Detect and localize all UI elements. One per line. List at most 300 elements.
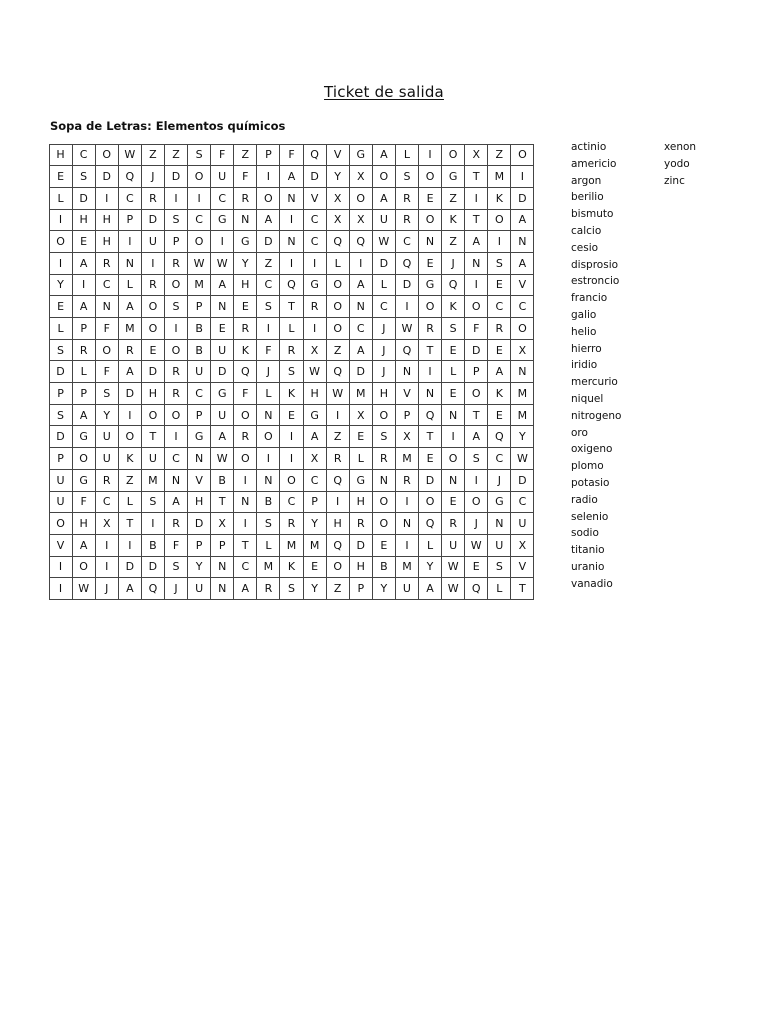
grid-cell: F	[465, 318, 488, 340]
grid-cell: F	[72, 491, 95, 513]
grid-cell: D	[141, 209, 164, 231]
grid-cell: I	[395, 296, 418, 318]
grid-cell: E	[349, 426, 372, 448]
grid-cell: C	[164, 448, 187, 470]
grid-cell: Q	[326, 231, 349, 253]
grid-cell: V	[49, 534, 72, 556]
grid-cell: G	[72, 426, 95, 448]
grid-cell: K	[234, 339, 257, 361]
grid-row	[49, 404, 534, 426]
grid-cell: W	[442, 556, 465, 578]
grid-cell: A	[118, 296, 141, 318]
grid-cell: R	[488, 318, 511, 340]
grid-row	[49, 274, 534, 296]
grid-cell: D	[372, 252, 395, 274]
grid-cell: Z	[326, 339, 349, 361]
grid-cell: M	[488, 166, 511, 188]
grid-cell: R	[280, 513, 303, 535]
grid-row	[49, 513, 534, 535]
grid-cell: C	[211, 187, 234, 209]
grid-cell: I	[72, 274, 95, 296]
grid-cell: R	[234, 426, 257, 448]
grid-cell: A	[303, 426, 326, 448]
grid-cell: D	[395, 274, 418, 296]
grid-cell: L	[257, 383, 280, 405]
grid-cell: A	[234, 578, 257, 600]
grid-cell: U	[49, 469, 72, 491]
word-list-item: hierro	[571, 342, 602, 355]
grid-cell: I	[465, 187, 488, 209]
grid-cell: U	[188, 578, 211, 600]
grid-cell: W	[511, 448, 534, 470]
grid-cell: O	[419, 209, 442, 231]
grid-cell: A	[118, 578, 141, 600]
grid-cell: H	[188, 491, 211, 513]
grid-cell: D	[511, 469, 534, 491]
grid-cell: B	[188, 339, 211, 361]
grid-cell: N	[95, 296, 118, 318]
grid-row	[49, 209, 534, 231]
grid-cell: R	[395, 469, 418, 491]
grid-cell: U	[442, 534, 465, 556]
grid-cell: B	[188, 318, 211, 340]
grid-cell: A	[257, 209, 280, 231]
grid-cell: I	[211, 231, 234, 253]
word-list-item: xenon	[664, 141, 697, 153]
grid-cell: N	[465, 252, 488, 274]
grid-cell: K	[118, 448, 141, 470]
grid-cell: H	[349, 556, 372, 578]
grid-row	[49, 166, 534, 188]
grid-cell: X	[465, 144, 488, 166]
grid-cell: J	[442, 252, 465, 274]
grid-cell: M	[257, 556, 280, 578]
grid-cell: I	[419, 361, 442, 383]
grid-cell: S	[49, 404, 72, 426]
grid-cell: G	[349, 469, 372, 491]
grid-cell: T	[234, 534, 257, 556]
grid-cell: I	[257, 166, 280, 188]
grid-cell: E	[465, 556, 488, 578]
grid-cell: O	[188, 166, 211, 188]
grid-cell: O	[488, 209, 511, 231]
grid-cell: Q	[395, 252, 418, 274]
grid-row	[49, 383, 534, 405]
grid-cell: I	[442, 426, 465, 448]
grid-cell: O	[442, 144, 465, 166]
word-list-item: iridio	[571, 359, 598, 372]
grid-cell: N	[419, 383, 442, 405]
grid-cell: S	[465, 448, 488, 470]
grid-cell: E	[419, 187, 442, 209]
word-list-item: cesio	[571, 241, 599, 254]
grid-cell: N	[511, 361, 534, 383]
grid-cell: H	[49, 144, 72, 166]
word-list-item: yodo	[664, 157, 690, 170]
grid-cell: C	[303, 209, 326, 231]
grid-cell: A	[372, 144, 395, 166]
grid-cell: O	[49, 513, 72, 535]
grid-cell: Q	[395, 339, 418, 361]
grid-cell: O	[465, 491, 488, 513]
grid-cell: O	[511, 144, 534, 166]
grid-cell: M	[511, 383, 534, 405]
grid-cell: T	[465, 404, 488, 426]
grid-cell: C	[234, 556, 257, 578]
grid-cell: W	[303, 361, 326, 383]
grid-cell: M	[349, 383, 372, 405]
grid-cell: D	[164, 166, 187, 188]
word-list-item: calcio	[571, 224, 602, 237]
grid-cell: O	[141, 404, 164, 426]
grid-cell: N	[257, 469, 280, 491]
grid-cell: S	[395, 166, 418, 188]
grid-cell: T	[280, 296, 303, 318]
grid-cell: J	[257, 361, 280, 383]
grid-cell: O	[234, 448, 257, 470]
grid-cell: A	[349, 274, 372, 296]
grid-cell: X	[511, 534, 534, 556]
grid-cell: I	[118, 534, 141, 556]
grid-cell: D	[465, 339, 488, 361]
grid-cell: I	[257, 448, 280, 470]
grid-cell: Z	[326, 426, 349, 448]
grid-cell: E	[372, 534, 395, 556]
grid-cell: G	[419, 274, 442, 296]
grid-cell: E	[234, 296, 257, 318]
grid-cell: N	[211, 556, 234, 578]
word-list-item: disprosio	[571, 258, 619, 271]
grid-cell: R	[95, 469, 118, 491]
grid-cell: O	[95, 144, 118, 166]
grid-cell: X	[326, 209, 349, 231]
grid-cell: K	[280, 556, 303, 578]
grid-cell: I	[303, 318, 326, 340]
grid-cell: I	[164, 426, 187, 448]
grid-cell: N	[188, 448, 211, 470]
grid-cell: T	[419, 426, 442, 448]
grid-cell: Y	[511, 426, 534, 448]
grid-cell: P	[257, 144, 280, 166]
grid-cell: N	[211, 578, 234, 600]
grid-cell: O	[419, 491, 442, 513]
grid-cell: J	[95, 578, 118, 600]
grid-cell: I	[280, 426, 303, 448]
grid-cell: S	[164, 209, 187, 231]
grid-cell: J	[141, 166, 164, 188]
grid-cell: R	[280, 339, 303, 361]
grid-cell: X	[303, 448, 326, 470]
grid-row	[49, 144, 534, 166]
grid-cell: F	[164, 534, 187, 556]
grid-cell: L	[326, 252, 349, 274]
grid-cell: I	[326, 404, 349, 426]
grid-cell: G	[234, 231, 257, 253]
grid-cell: F	[234, 166, 257, 188]
grid-cell: O	[326, 556, 349, 578]
grid-cell: H	[141, 383, 164, 405]
grid-cell: I	[118, 404, 141, 426]
word-list-item: selenio	[571, 510, 609, 523]
grid-cell: P	[465, 361, 488, 383]
grid-cell: K	[280, 383, 303, 405]
word-search-grid	[49, 144, 535, 600]
grid-cell: C	[395, 231, 418, 253]
grid-cell: A	[118, 361, 141, 383]
grid-cell: G	[488, 491, 511, 513]
grid-cell: I	[465, 274, 488, 296]
grid-cell: G	[349, 144, 372, 166]
grid-cell: A	[349, 339, 372, 361]
grid-cell: Q	[442, 274, 465, 296]
grid-cell: D	[95, 166, 118, 188]
grid-cell: Y	[49, 274, 72, 296]
word-list-item: estroncio	[571, 275, 620, 288]
grid-cell: U	[211, 339, 234, 361]
grid-cell: A	[72, 252, 95, 274]
grid-cell: X	[349, 404, 372, 426]
grid-cell: R	[164, 361, 187, 383]
grid-cell: L	[118, 274, 141, 296]
grid-cell: U	[395, 578, 418, 600]
grid-cell: I	[349, 252, 372, 274]
grid-cell: D	[211, 361, 234, 383]
grid-cell: N	[280, 231, 303, 253]
grid-cell: V	[511, 556, 534, 578]
grid-cell: E	[72, 231, 95, 253]
grid-cell: M	[280, 534, 303, 556]
grid-cell: O	[349, 187, 372, 209]
grid-cell: C	[257, 274, 280, 296]
word-list-item: zinc	[664, 174, 685, 187]
grid-cell: O	[326, 296, 349, 318]
grid-cell: C	[188, 209, 211, 231]
grid-cell: E	[141, 339, 164, 361]
grid-cell: P	[72, 318, 95, 340]
grid-cell: N	[511, 231, 534, 253]
grid-cell: R	[257, 578, 280, 600]
grid-cell: N	[442, 404, 465, 426]
grid-cell: Q	[234, 361, 257, 383]
grid-cell: Z	[257, 252, 280, 274]
grid-cell: H	[72, 513, 95, 535]
grid-cell: Z	[442, 231, 465, 253]
word-list-item: sodio	[571, 527, 599, 540]
grid-cell: S	[442, 318, 465, 340]
grid-cell: I	[326, 491, 349, 513]
grid-cell: G	[442, 166, 465, 188]
grid-cell: L	[72, 361, 95, 383]
grid-row	[49, 469, 534, 491]
grid-row	[49, 361, 534, 383]
grid-cell: O	[465, 296, 488, 318]
grid-cell: X	[326, 187, 349, 209]
grid-cell: R	[234, 318, 257, 340]
grid-cell: X	[395, 426, 418, 448]
grid-cell: N	[349, 296, 372, 318]
grid-cell: A	[72, 534, 95, 556]
grid-cell: F	[257, 339, 280, 361]
grid-cell: O	[164, 274, 187, 296]
grid-cell: E	[49, 166, 72, 188]
grid-cell: H	[303, 383, 326, 405]
grid-cell: P	[303, 491, 326, 513]
grid-cell: O	[257, 426, 280, 448]
grid-cell: A	[465, 231, 488, 253]
grid-cell: R	[141, 274, 164, 296]
grid-cell: N	[488, 513, 511, 535]
grid-cell: D	[349, 361, 372, 383]
grid-cell: Z	[234, 144, 257, 166]
grid-cell: I	[419, 144, 442, 166]
grid-cell: D	[72, 187, 95, 209]
grid-cell: W	[442, 578, 465, 600]
grid-cell: F	[211, 144, 234, 166]
grid-cell: C	[488, 296, 511, 318]
grid-cell: L	[257, 534, 280, 556]
grid-cell: D	[118, 556, 141, 578]
grid-cell: L	[49, 187, 72, 209]
word-list-item: francio	[571, 292, 608, 305]
grid-cell: D	[118, 383, 141, 405]
grid-cell: M	[118, 318, 141, 340]
grid-cell: B	[372, 556, 395, 578]
word-list-item: titanio	[571, 544, 605, 557]
grid-cell: J	[372, 361, 395, 383]
grid-cell: I	[49, 578, 72, 600]
grid-cell: O	[164, 339, 187, 361]
grid-cell: D	[188, 513, 211, 535]
grid-cell: U	[211, 166, 234, 188]
grid-cell: R	[164, 252, 187, 274]
grid-cell: C	[488, 448, 511, 470]
grid-cell: I	[188, 187, 211, 209]
grid-cell: S	[188, 144, 211, 166]
word-list-item: vanadio	[571, 577, 613, 590]
grid-cell: N	[234, 491, 257, 513]
grid-cell: J	[372, 339, 395, 361]
grid-cell: P	[211, 534, 234, 556]
grid-cell: W	[72, 578, 95, 600]
grid-cell: E	[488, 274, 511, 296]
word-list-item: oro	[571, 426, 588, 439]
grid-cell: L	[349, 448, 372, 470]
grid-cell: I	[95, 534, 118, 556]
grid-cell: Y	[234, 252, 257, 274]
grid-row	[49, 448, 534, 470]
grid-cell: C	[349, 318, 372, 340]
grid-cell: W	[465, 534, 488, 556]
grid-cell: Q	[349, 231, 372, 253]
grid-cell: X	[349, 209, 372, 231]
grid-cell: B	[141, 534, 164, 556]
grid-cell: B	[211, 469, 234, 491]
grid-cell: H	[349, 491, 372, 513]
grid-cell: L	[118, 491, 141, 513]
grid-cell: O	[326, 318, 349, 340]
grid-cell: Q	[488, 426, 511, 448]
grid-cell: S	[49, 339, 72, 361]
grid-cell: R	[372, 448, 395, 470]
grid-cell: D	[419, 469, 442, 491]
grid-cell: V	[188, 469, 211, 491]
grid-cell: S	[488, 556, 511, 578]
grid-cell: R	[118, 339, 141, 361]
grid-cell: A	[511, 252, 534, 274]
grid-cell: O	[141, 296, 164, 318]
grid-row	[49, 534, 534, 556]
grid-cell: T	[419, 339, 442, 361]
grid-cell: Z	[326, 578, 349, 600]
grid-cell: L	[49, 318, 72, 340]
grid-cell: I	[164, 318, 187, 340]
grid-row	[49, 339, 534, 361]
grid-cell: S	[72, 166, 95, 188]
grid-row	[49, 296, 534, 318]
grid-cell: R	[419, 318, 442, 340]
grid-cell: P	[164, 231, 187, 253]
word-list-item: americio	[571, 157, 617, 170]
grid-cell: X	[511, 339, 534, 361]
grid-cell: S	[488, 252, 511, 274]
grid-cell: O	[141, 318, 164, 340]
grid-row	[49, 578, 534, 600]
word-list-item: bismuto	[571, 208, 614, 221]
grid-cell: P	[188, 404, 211, 426]
grid-cell: C	[280, 491, 303, 513]
grid-cell: O	[72, 556, 95, 578]
grid-cell: U	[141, 231, 164, 253]
grid-cell: O	[95, 339, 118, 361]
word-list-item: niquel	[571, 392, 604, 405]
grid-cell: Q	[303, 144, 326, 166]
grid-cell: O	[234, 404, 257, 426]
grid-cell: R	[95, 252, 118, 274]
grid-cell: U	[372, 209, 395, 231]
grid-cell: S	[95, 383, 118, 405]
word-list-item: plomo	[571, 460, 604, 473]
grid-cell: G	[188, 426, 211, 448]
grid-cell: R	[442, 513, 465, 535]
grid-cell: U	[488, 534, 511, 556]
grid-cell: I	[280, 252, 303, 274]
grid-cell: O	[372, 404, 395, 426]
grid-cell: W	[211, 252, 234, 274]
grid-cell: K	[488, 383, 511, 405]
grid-cell: A	[211, 274, 234, 296]
grid-row	[49, 187, 534, 209]
grid-cell: Q	[326, 361, 349, 383]
grid-cell: O	[442, 448, 465, 470]
grid-cell: O	[280, 469, 303, 491]
grid-cell: U	[188, 361, 211, 383]
grid-cell: P	[188, 296, 211, 318]
grid-cell: H	[72, 209, 95, 231]
grid-cell: E	[49, 296, 72, 318]
grid-cell: O	[49, 231, 72, 253]
grid-cell: L	[372, 274, 395, 296]
grid-cell: R	[395, 209, 418, 231]
grid-cell: K	[488, 187, 511, 209]
grid-cell: H	[95, 209, 118, 231]
grid-cell: P	[49, 448, 72, 470]
word-list-item: argon	[571, 174, 602, 187]
grid-cell: W	[395, 318, 418, 340]
grid-cell: E	[280, 404, 303, 426]
grid-cell: D	[511, 187, 534, 209]
grid-cell: J	[372, 318, 395, 340]
grid-cell: N	[372, 469, 395, 491]
